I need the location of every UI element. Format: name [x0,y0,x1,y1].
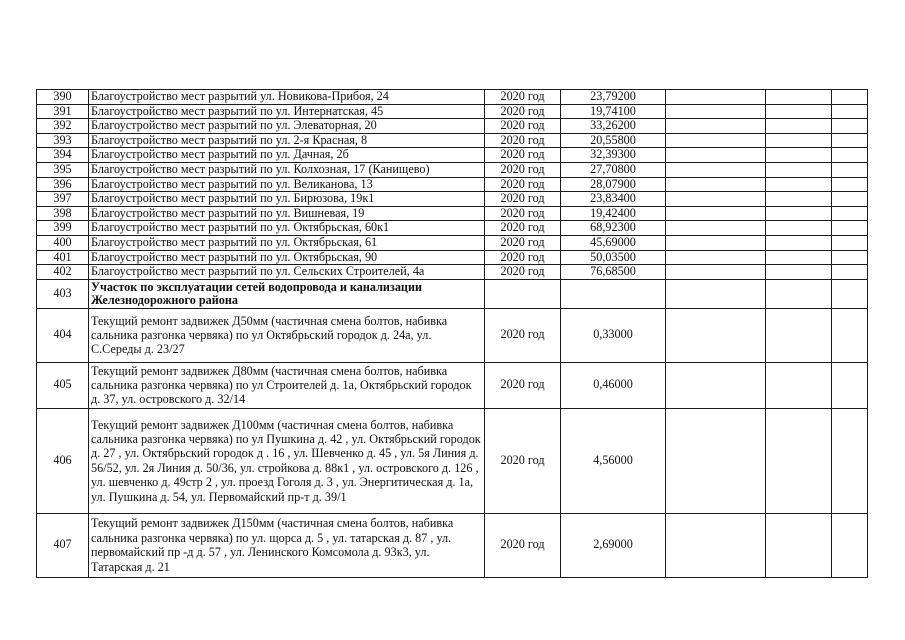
empty-cell [832,133,868,148]
row-year: 2020 год [485,235,561,250]
table-row [37,119,868,134]
table-row [37,308,868,362]
row-value: 27,70800 [561,162,666,177]
works-table [36,89,868,578]
table-row [37,235,868,250]
empty-cell [666,279,766,308]
row-number: 398 [37,206,89,221]
table-row [37,221,868,236]
empty-cell [832,206,868,221]
empty-cell [832,279,868,308]
row-year: 2020 год [485,221,561,236]
row-year: 2020 год [485,148,561,163]
table-row [37,206,868,221]
row-number: 404 [37,308,89,362]
row-description: Текущий ремонт задвижек Д50мм (частичная смена болтов, набивка сальника разгонка червяка) по ул Октябрьский городок д. 24а, ул. С.Середы д. 23/27 [89,308,485,362]
row-value: 45,69000 [561,235,666,250]
row-year: 2020 год [485,308,561,362]
row-description: Благоустройство мест разрытий по ул. Октябрьская, 61 [89,235,485,250]
empty-cell [766,513,832,577]
empty-cell [666,308,766,362]
empty-cell [666,513,766,577]
row-number: 397 [37,192,89,207]
row-value: 19,74100 [561,104,666,119]
section-row [37,279,868,308]
empty-cell [666,119,766,134]
row-number: 390 [37,90,89,105]
row-number: 406 [37,408,89,513]
row-description: Текущий ремонт задвижек Д150мм (частичная смена болтов, набивка сальника разгонка червяка) по ул. щорса д. 5 , ул. татарская д. 87 , ул. первомайский пр -д д. 57 , ул. Ленинского Комсомола д. 93к3, ул. Татарская д. 21 [89,513,485,577]
empty-cell [666,192,766,207]
row-year: 2020 год [485,408,561,513]
empty-cell [666,177,766,192]
empty-cell [666,133,766,148]
empty-cell [666,408,766,513]
row-value: 33,26200 [561,119,666,134]
empty-cell [766,90,832,105]
empty-cell [832,250,868,265]
row-description: Благоустройство мест разрытий по ул. Колхозная, 17 (Канищево) [89,162,485,177]
row-value: 23,83400 [561,192,666,207]
table-row [37,148,868,163]
row-description: Благоустройство мест разрытий по ул. Вишневая, 19 [89,206,485,221]
row-year: 2020 год [485,162,561,177]
table-row [37,133,868,148]
row-description: Текущий ремонт задвижек Д80мм (частичная смена болтов, набивка сальника разгонка червяка) по ул Строителей д. 1а, Октябрьский городок д. 37, ул. островского д. 32/14 [89,362,485,408]
table-row [37,362,868,408]
row-number: 393 [37,133,89,148]
table-row [37,162,868,177]
empty-cell [666,250,766,265]
row-description: Благоустройство мест разрытий по ул. Октябрьская, 90 [89,250,485,265]
empty-cell [832,192,868,207]
row-value: 0,33000 [561,308,666,362]
row-year: 2020 год [485,104,561,119]
row-value: 2,69000 [561,513,666,577]
row-value: 0,46000 [561,362,666,408]
empty-cell [832,265,868,280]
row-year: 2020 год [485,265,561,280]
empty-cell [766,148,832,163]
empty-cell [666,206,766,221]
empty-cell [766,177,832,192]
empty-cell [666,265,766,280]
row-value: 32,39300 [561,148,666,163]
row-value: 76,68500 [561,265,666,280]
table-row [37,250,868,265]
row-number: 403 [37,279,89,308]
row-number: 399 [37,221,89,236]
empty-cell [666,90,766,105]
empty-cell [766,104,832,119]
empty-cell [766,133,832,148]
empty-cell [766,362,832,408]
empty-cell [766,221,832,236]
row-value: 20,55800 [561,133,666,148]
row-number: 400 [37,235,89,250]
row-description: Благоустройство мест разрытий по ул. Дачная, 2б [89,148,485,163]
row-description: Благоустройство мест разрытий по ул. Октябрьская, 60к1 [89,221,485,236]
empty-cell [766,192,832,207]
empty-cell [832,104,868,119]
section-title: Участок по эксплуатации сетей водопровода и канализации Железнодорожного района [89,279,485,308]
empty-cell [561,279,666,308]
row-number: 392 [37,119,89,134]
row-year: 2020 год [485,250,561,265]
row-year: 2020 год [485,133,561,148]
row-description: Благоустройство мест разрытий по ул. Интернатская, 45 [89,104,485,119]
table-row [37,408,868,513]
row-description: Текущий ремонт задвижек Д100мм (частичная смена болтов, набивка сальника разгонка червяка) по ул Пушкина д. 42 , ул. Октябрьский городок д. 27 , ул. Октябрьский городок д . 16 , ул. Шевченко д. 45 , ул. 5я Линия д. 56/52, ул. 2я Линия д. 50/36, ул. стройкова д. 88к1 , ул. островского д. 126 , ул. шевченко д. 49стр 2 , ул. проезд Гоголя д. 3 , ул. Энергитическая д. 1а, ул. Пушкина д. 54, ул. Первомайский пр-т д. 39/1 [89,408,485,513]
row-description: Благоустройство мест разрытий ул. Новикова-Прибоя, 24 [89,90,485,105]
empty-cell [832,162,868,177]
empty-cell [666,235,766,250]
row-number: 407 [37,513,89,577]
row-number: 396 [37,177,89,192]
empty-cell [766,408,832,513]
row-number: 405 [37,362,89,408]
row-value: 50,03500 [561,250,666,265]
empty-cell [832,221,868,236]
row-value: 23,79200 [561,90,666,105]
empty-cell [766,162,832,177]
empty-cell [766,235,832,250]
table-row [37,177,868,192]
empty-cell [832,308,868,362]
empty-cell [666,104,766,119]
empty-cell [666,221,766,236]
empty-cell [766,279,832,308]
row-year: 2020 год [485,513,561,577]
empty-cell [666,148,766,163]
table-row [37,192,868,207]
empty-cell [766,308,832,362]
empty-cell [832,177,868,192]
row-description: Благоустройство мест разрытий по ул. Великанова, 13 [89,177,485,192]
row-number: 395 [37,162,89,177]
empty-cell [832,90,868,105]
row-value: 68,92300 [561,221,666,236]
row-year: 2020 год [485,90,561,105]
row-year: 2020 год [485,192,561,207]
row-number: 394 [37,148,89,163]
empty-cell [666,162,766,177]
row-number: 401 [37,250,89,265]
empty-cell [832,513,868,577]
row-year: 2020 год [485,119,561,134]
empty-cell [832,119,868,134]
empty-cell [766,119,832,134]
empty-cell [766,206,832,221]
empty-cell [832,362,868,408]
empty-cell [832,148,868,163]
empty-cell [832,235,868,250]
row-description: Благоустройство мест разрытий по ул. 2-я Красная, 8 [89,133,485,148]
row-value: 4,56000 [561,408,666,513]
row-description: Благоустройство мест разрытий по ул. Сельских Строителей, 4а [89,265,485,280]
row-value: 28,07900 [561,177,666,192]
row-value: 19,42400 [561,206,666,221]
table-row [37,90,868,105]
empty-cell [832,408,868,513]
row-number: 391 [37,104,89,119]
table-row [37,265,868,280]
empty-cell [766,265,832,280]
row-description: Благоустройство мест разрытий по ул. Бирюзова, 19к1 [89,192,485,207]
row-year: 2020 год [485,177,561,192]
row-number: 402 [37,265,89,280]
row-year: 2020 год [485,362,561,408]
row-year: 2020 год [485,206,561,221]
table-row [37,104,868,119]
empty-cell [485,279,561,308]
row-description: Благоустройство мест разрытий по ул. Элеваторная, 20 [89,119,485,134]
table-row [37,513,868,577]
empty-cell [666,362,766,408]
empty-cell [766,250,832,265]
